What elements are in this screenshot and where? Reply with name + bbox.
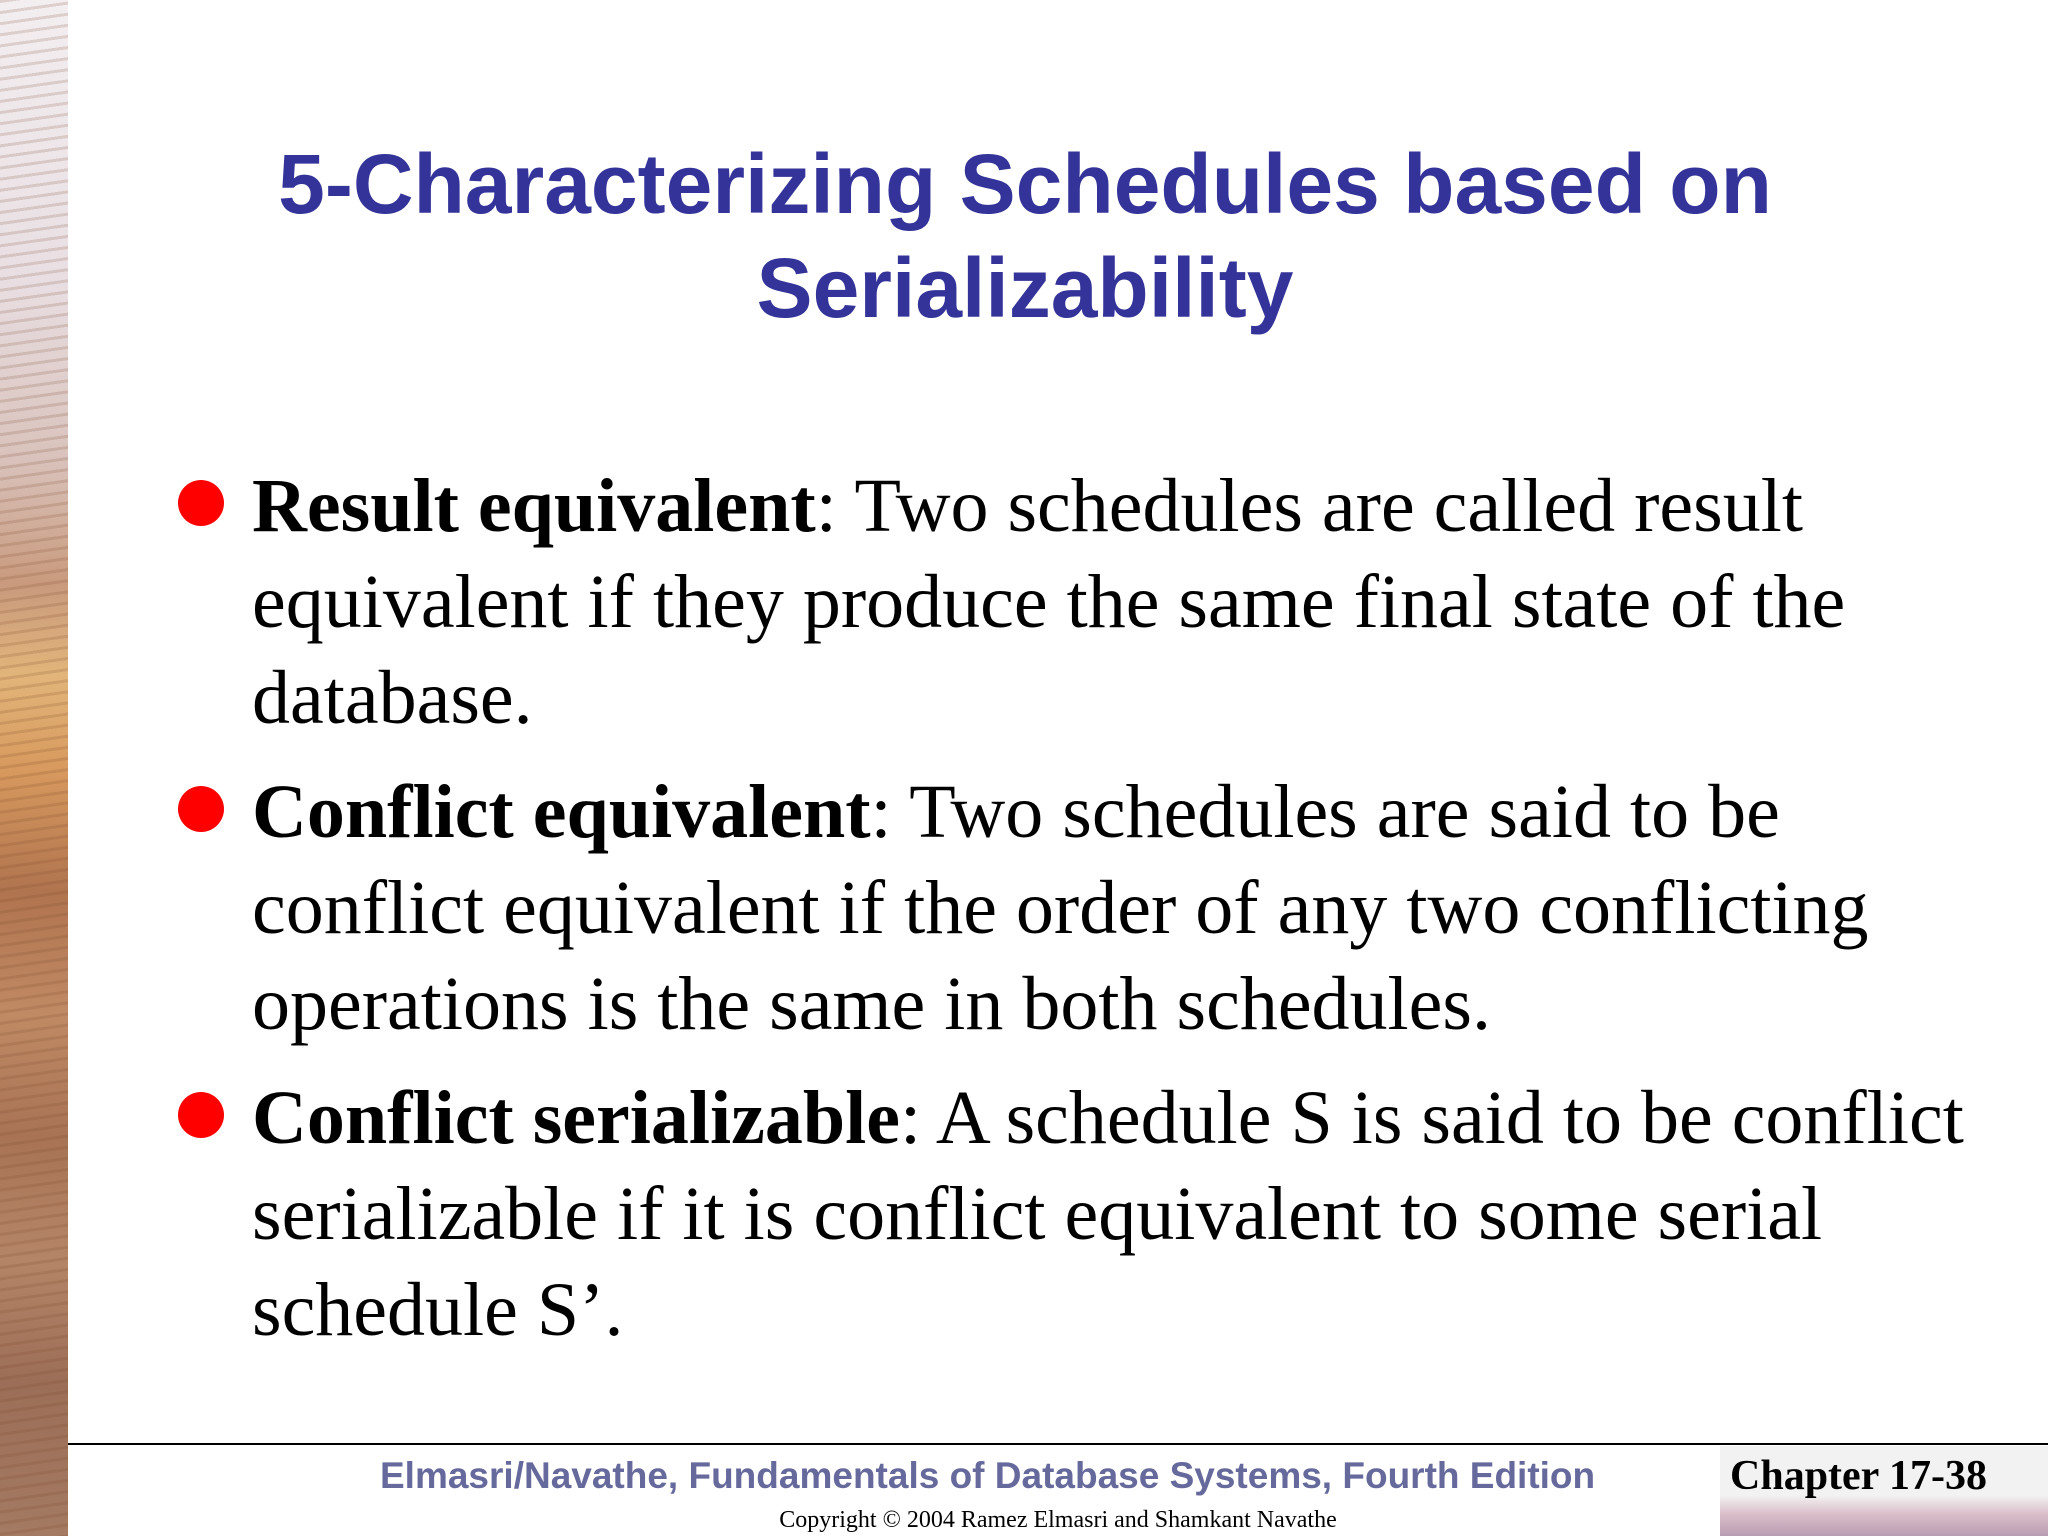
bullet-term: Conflict serializable <box>252 1076 900 1160</box>
bullet-text: : Two schedules are called result equivalent if they produce the same final state of the database. <box>252 464 1846 740</box>
bullet-result-equivalent <box>178 458 1978 746</box>
bullet-term: Result equivalent <box>252 464 816 548</box>
bullet-text: : Two schedules are said to be conflict equivalent if the order of any two conflicting operations is the same in both schedules. <box>252 770 1869 1046</box>
footer-copyright: Copyright © 2004 Ramez Elmasri and Shamkant Navathe <box>779 1507 1337 1533</box>
bullet-conflict-serializable <box>178 1070 1978 1358</box>
bullet-dot-icon <box>178 1092 224 1138</box>
chapter-page-label: Chapter 17-38 <box>1730 1453 1988 1499</box>
bullet-text: : A schedule S is said to be conflict serializable if it is conflict equivalent to some serial schedule S’. <box>252 1076 1964 1352</box>
bullet-conflict-equivalent <box>178 764 1978 1052</box>
bullet-term: Conflict equivalent <box>252 770 871 854</box>
decorative-side-strip <box>0 0 68 1536</box>
bullet-list <box>178 458 1978 1376</box>
bullet-dot-icon <box>178 786 224 832</box>
footer-divider <box>68 1443 2048 1445</box>
bullet-dot-icon <box>178 480 224 526</box>
slide-title-line-2: Serializability <box>756 241 1294 335</box>
slide-title <box>160 132 1890 340</box>
slide-title-line-1: 5-Characterizing Schedules based on <box>278 137 1772 231</box>
footer-book-title: Elmasri/Navathe, Fundamentals of Database Systems, Fourth Edition <box>380 1455 1596 1496</box>
